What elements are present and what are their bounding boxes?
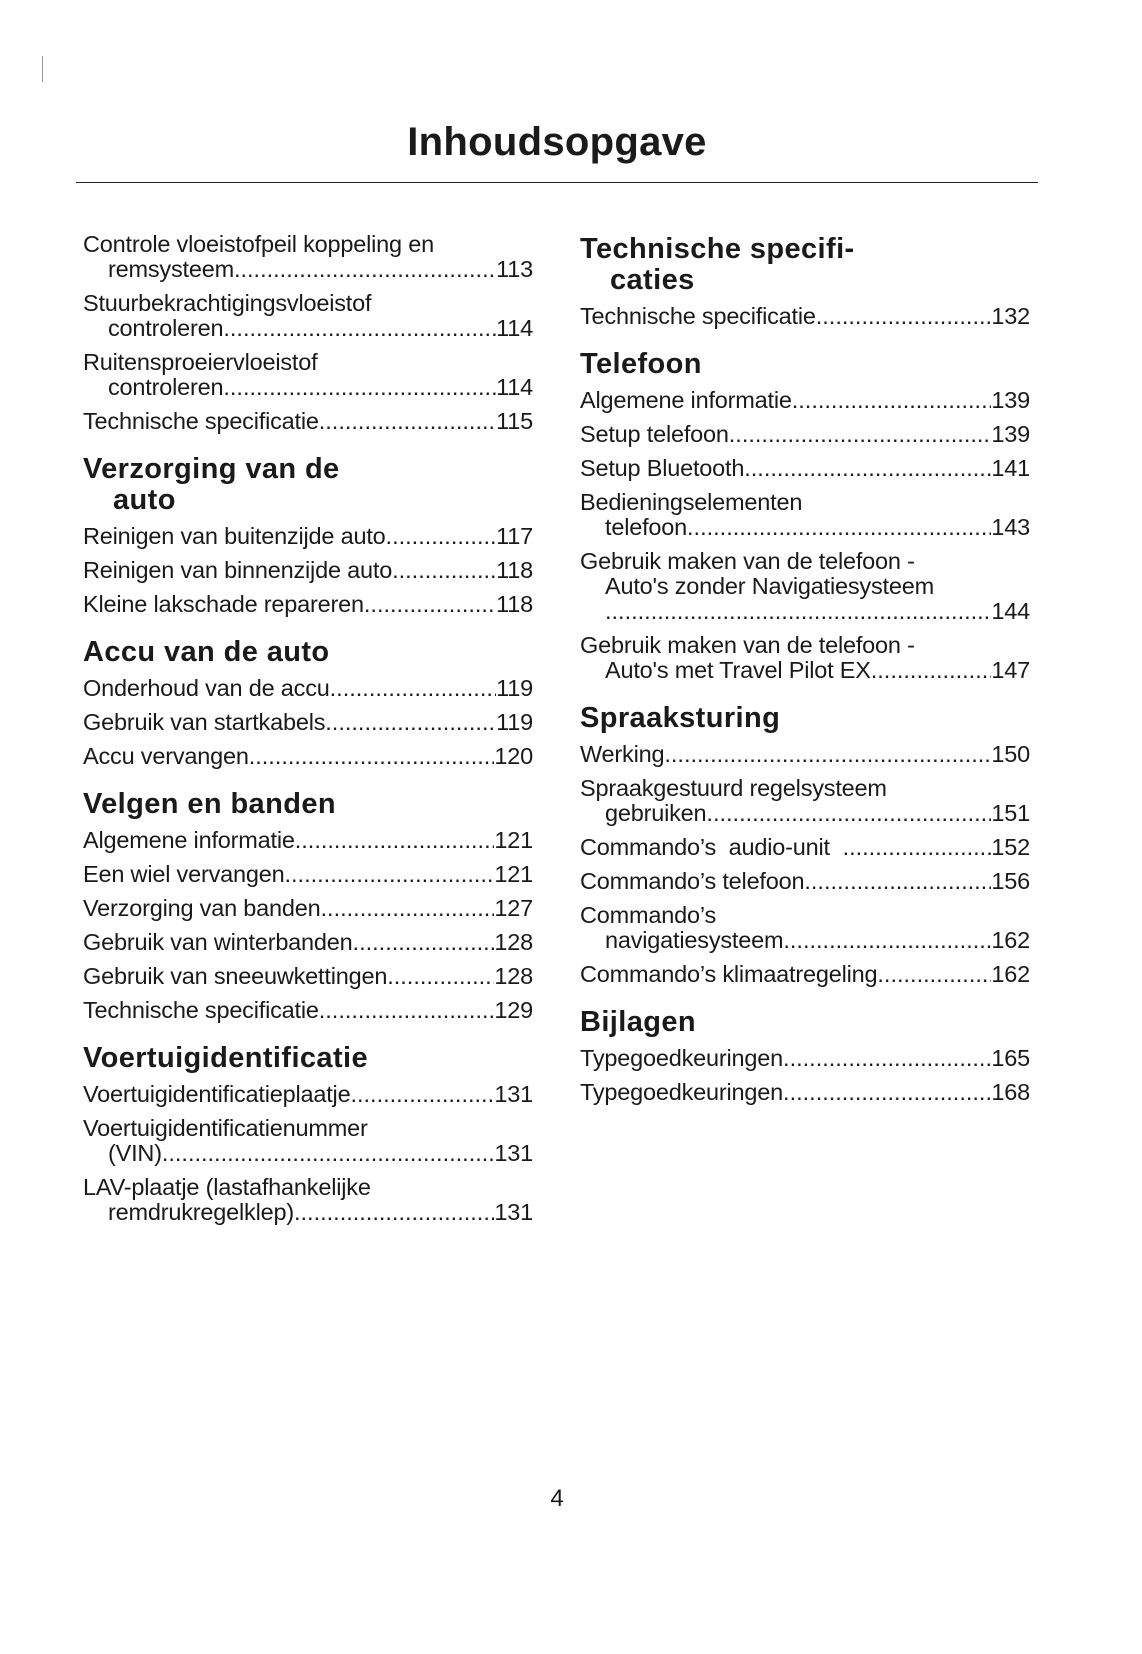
toc-page-number: 113: [496, 256, 533, 282]
toc-entry-text: Voertuigidentificatieplaatje: [83, 1081, 351, 1107]
dot-leader: [321, 896, 495, 921]
toc-entry[interactable]: [580, 422, 1030, 447]
toc-page-number: 131: [494, 1140, 533, 1166]
toc-entry-text: Algemene informatie: [580, 387, 792, 413]
toc-entry[interactable]: [83, 896, 533, 921]
dot-leader: [729, 422, 992, 447]
toc-entry-text: Gebruik maken van de telefoon -: [580, 632, 915, 658]
toc-entry-text: Bedieningselementen: [580, 489, 803, 515]
toc-page-number: 128: [494, 963, 533, 989]
dot-leader: [783, 928, 991, 953]
toc-entry-text: Reinigen van buitenzijde auto: [83, 523, 386, 549]
toc-entry[interactable]: [83, 1175, 533, 1225]
dot-leader: [877, 962, 991, 987]
toc-page-number: 144: [991, 598, 1030, 624]
toc-entry-text: remdrukregelklep): [108, 1199, 294, 1225]
toc-page-number: 114: [496, 315, 533, 341]
toc-entry-text: Reinigen van binnenzijde auto: [83, 557, 393, 583]
section-heading-line: caties: [610, 264, 695, 296]
toc-entry[interactable]: [580, 490, 1030, 540]
dot-leader: [816, 304, 992, 329]
toc-entry[interactable]: [83, 558, 533, 583]
dot-leader: [319, 998, 495, 1023]
toc-page-number: 129: [494, 997, 533, 1023]
toc-entry[interactable]: [580, 633, 1030, 683]
section-heading-verzorging: [83, 454, 533, 516]
toc-entry-text: remsysteem: [108, 256, 234, 282]
toc-entry[interactable]: [580, 304, 1030, 329]
dot-leader: [249, 744, 495, 769]
toc-page-number: 119: [496, 709, 533, 735]
toc-entry[interactable]: [83, 1116, 533, 1166]
dot-leader: [294, 1200, 494, 1225]
toc-entry-text: Gebruik van startkabels: [83, 709, 326, 735]
toc-page-number: 165: [991, 1045, 1030, 1071]
toc-entry[interactable]: [83, 710, 533, 735]
toc-entry-text: Typegoedkeuringen: [580, 1079, 784, 1105]
toc-page-number: 121: [494, 827, 533, 853]
dot-leader: [285, 862, 495, 887]
toc-entry[interactable]: [83, 350, 533, 400]
toc-entry[interactable]: [580, 869, 1030, 894]
toc-entry[interactable]: [580, 1046, 1030, 1071]
dot-leader: [783, 1080, 991, 1105]
toc-entry[interactable]: [83, 232, 533, 282]
section-heading-line: Verzorging van de: [83, 453, 340, 485]
toc-page-number: 115: [496, 408, 533, 434]
toc-entry[interactable]: [580, 742, 1030, 767]
toc-entry[interactable]: [83, 409, 533, 434]
toc-entry-text: Technische specificatie: [83, 997, 319, 1023]
toc-entry-text: Spraakgestuurd regelsysteem: [580, 775, 887, 801]
toc-entry[interactable]: [83, 964, 533, 989]
dot-leader: [295, 828, 495, 853]
toc-page-number: 132: [991, 303, 1030, 329]
toc-entry[interactable]: [580, 903, 1030, 953]
toc-entry[interactable]: [83, 1082, 533, 1107]
toc-entry-text: Auto's zonder Navigatiesysteem: [605, 573, 934, 599]
section-heading-velgen: Velgen en banden: [83, 788, 336, 820]
page-number: 4: [550, 1485, 564, 1512]
dot-leader: [353, 930, 495, 955]
toc-page-number: 151: [991, 800, 1030, 826]
toc-page-number: 162: [991, 927, 1030, 953]
dot-leader: [223, 316, 496, 341]
toc-entry-text: LAV-plaatje (lastafhankelijke: [83, 1174, 371, 1200]
dot-leader: [687, 515, 991, 540]
toc-page-number: 143: [991, 514, 1030, 540]
dot-leader: [843, 835, 992, 860]
toc-entry-text: navigatiesysteem: [605, 927, 784, 953]
toc-entry[interactable]: [580, 549, 1030, 624]
toc-page-number: 120: [494, 743, 533, 769]
toc-entry[interactable]: [580, 388, 1030, 413]
toc-entry-text: Gebruik van sneeuwkettingen: [83, 963, 388, 989]
toc-entry-text: Commando’s telefoon: [580, 868, 805, 894]
crop-mark: [42, 56, 43, 82]
toc-page-number: 127: [494, 895, 533, 921]
toc-page-number: 131: [494, 1081, 533, 1107]
toc-column-right: [580, 234, 1030, 1114]
toc-entry-text: Setup telefoon: [580, 421, 729, 447]
toc-entry-text: Kleine lakschade repareren: [83, 591, 364, 617]
toc-entry-text: Setup Bluetooth: [580, 455, 745, 481]
toc-entry-text: Controle vloeistofpeil koppeling en: [83, 231, 434, 257]
dot-leader: [804, 869, 991, 894]
toc-entry[interactable]: [83, 930, 533, 955]
dot-leader: [330, 676, 496, 701]
toc-entry[interactable]: [83, 828, 533, 853]
toc-entry-text: Commando’s: [580, 902, 717, 928]
toc-entry[interactable]: [83, 862, 533, 887]
toc-entry-text: Algemene informatie: [83, 827, 295, 853]
dot-leader: [871, 658, 992, 683]
toc-page-number: 139: [991, 387, 1030, 413]
toc-page-number: 162: [991, 961, 1030, 987]
dot-leader: [792, 388, 992, 413]
section-heading-bijlagen: Bijlagen: [580, 1006, 696, 1038]
toc-entry-text: Stuurbekrachtigingsvloeistof: [83, 290, 372, 316]
dot-leader: [744, 456, 991, 481]
section-heading-spraak: Spraaksturing: [580, 702, 781, 734]
toc-page-number: 141: [991, 455, 1030, 481]
toc-entry[interactable]: [580, 456, 1030, 481]
dot-leader: [319, 409, 496, 434]
toc-entry[interactable]: [83, 998, 533, 1023]
toc-entry-text: gebruiken: [605, 800, 707, 826]
toc-entry-text: controleren: [108, 374, 224, 400]
toc-page-number: 128: [494, 929, 533, 955]
toc-entry[interactable]: [580, 776, 1030, 826]
toc-entry[interactable]: [83, 291, 533, 341]
toc-entry[interactable]: [580, 1080, 1030, 1105]
toc-entry-text: Technische specificatie: [83, 408, 319, 434]
dot-leader: [783, 1046, 991, 1071]
toc-page-number: 152: [991, 834, 1030, 860]
dot-leader: [350, 1082, 494, 1107]
title-rule: [76, 182, 1038, 183]
toc-page-number: 118: [496, 557, 533, 583]
page-title: Inhoudsopgave: [407, 120, 707, 164]
toc-entry-text: Gebruik maken van de telefoon -: [580, 548, 915, 574]
toc-page-number: 117: [496, 523, 533, 549]
dot-leader: [387, 964, 494, 989]
toc-page-number: 168: [991, 1079, 1030, 1105]
toc-entry-text: Commando’s audio-unit: [580, 834, 843, 860]
toc-entry-text: Gebruik van winterbanden: [83, 929, 353, 955]
toc-page-number: 119: [496, 675, 533, 701]
dot-leader: [392, 558, 496, 583]
dot-leader: [325, 710, 496, 735]
toc-entry-text: Accu vervangen: [83, 743, 249, 769]
toc-entry-text: (VIN): [108, 1140, 162, 1166]
toc-page-number: 156: [991, 868, 1030, 894]
toc-column-left: [83, 232, 533, 1234]
dot-leader: [706, 801, 991, 826]
toc-entry-text: Ruitensproeiervloeistof: [83, 349, 318, 375]
toc-entry-text: controleren: [108, 315, 224, 341]
toc-entry[interactable]: [580, 962, 1030, 987]
section-heading-line: auto: [113, 484, 176, 516]
toc-entry-text: Onderhoud van de accu: [83, 675, 330, 701]
dot-leader: [234, 257, 496, 282]
toc-page-number: 147: [991, 657, 1030, 683]
section-heading-technisch: [580, 234, 1030, 296]
toc-page-number: 139: [991, 421, 1030, 447]
toc-entry[interactable]: [83, 744, 533, 769]
dot-leader: [605, 599, 991, 624]
toc-entry-text: Commando’s klimaatregeling: [580, 961, 878, 987]
dot-leader: [162, 1141, 495, 1166]
toc-entry-text: Voertuigidentificatienummer: [83, 1115, 368, 1141]
toc-entry[interactable]: [83, 676, 533, 701]
toc-entry-text: Een wiel vervangen: [83, 861, 285, 887]
toc-entry-text: Typegoedkeuringen: [580, 1045, 784, 1071]
section-heading-voertuig: Voertuigidentificatie: [83, 1042, 369, 1074]
section-heading-accu: Accu van de auto: [83, 636, 330, 668]
toc-entry-text: telefoon: [605, 514, 688, 540]
dot-leader: [364, 592, 496, 617]
section-heading-telefoon: Telefoon: [580, 348, 702, 380]
toc-entry-text: Auto's met Travel Pilot EX: [605, 657, 871, 683]
toc-page-number: 121: [494, 861, 533, 887]
toc-entry[interactable]: [83, 592, 533, 617]
toc-entry-text: Werking: [580, 741, 665, 767]
dot-leader: [664, 742, 991, 767]
toc-entry[interactable]: [83, 524, 533, 549]
section-heading-line: Technische specifi-: [580, 233, 855, 265]
toc-page-number: 150: [991, 741, 1030, 767]
dot-leader: [386, 524, 497, 549]
toc-entry-text: Verzorging van banden: [83, 895, 321, 921]
dot-leader: [223, 375, 496, 400]
toc-page-number: 114: [496, 374, 533, 400]
toc-page-number: 131: [494, 1199, 533, 1225]
toc-page-number: 118: [496, 591, 533, 617]
toc-entry[interactable]: [580, 835, 1030, 860]
toc-entry-text: Technische specificatie: [580, 303, 816, 329]
